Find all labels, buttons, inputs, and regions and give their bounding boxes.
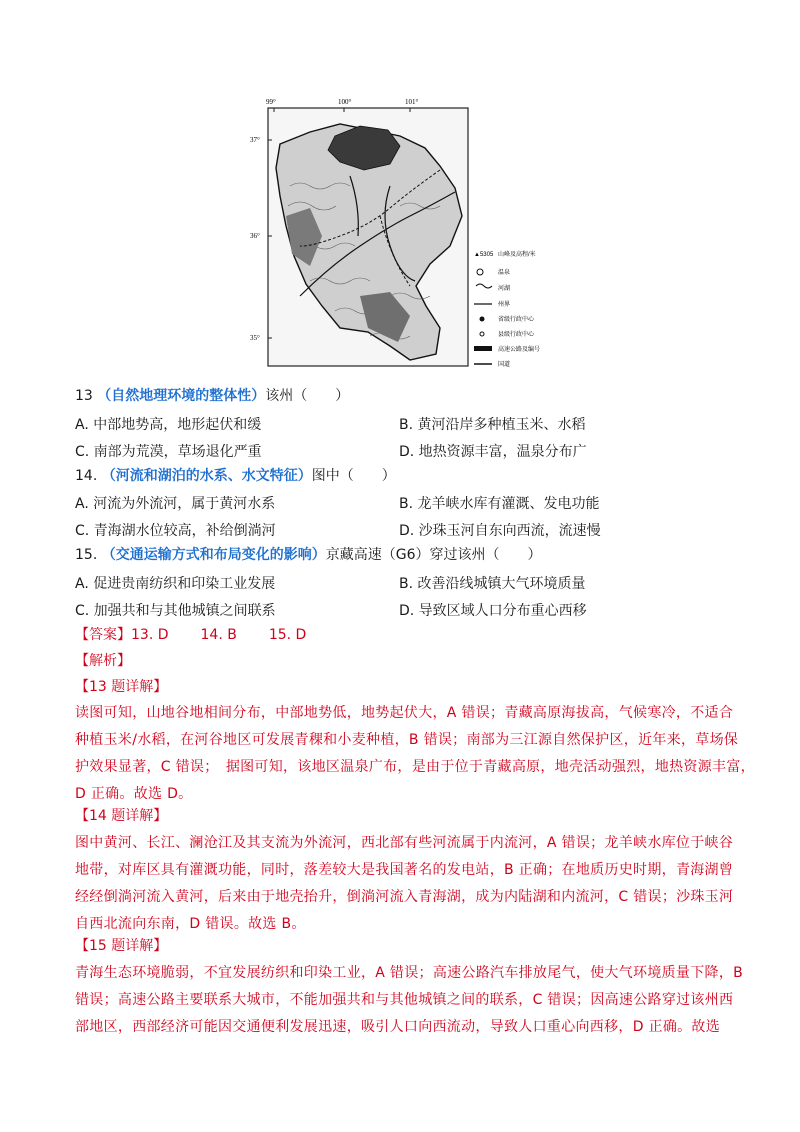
river-icon — [476, 284, 492, 288]
detail-line: 经经倒淌河流入黄河，后来由于地壳抬升，倒淌河流入青海湖，成为内陆湖和内流河，C 错误；沙珠玉河 — [75, 889, 734, 905]
legend-label: 河湖 — [498, 286, 511, 292]
detail-line: 青海生态环境脆弱，不宜发展纺织和印染工业，A 错误；高速公路汽车排放尾气，使大气环境质量下降，B — [75, 965, 744, 981]
option-d: D. 地热资源丰富，温泉分布广 — [399, 444, 587, 460]
question-topic: （交通运输方式和布局变化的影响） — [101, 547, 326, 563]
analysis-label: 【解析】 — [75, 653, 131, 669]
state-capital-icon — [480, 317, 485, 322]
option-c: C. 南部为荒漠，草场退化严重 — [75, 444, 262, 460]
answer-item: 15. D — [268, 627, 307, 643]
legend-peak-prefix: ▲5305 — [474, 252, 494, 258]
lat-label: 37° — [250, 136, 260, 144]
question-stem: 图中（ ） — [311, 468, 396, 484]
option-c: C. 青海湖水位较高，补给倒淌河 — [75, 523, 276, 539]
legend-label: 温泉 — [498, 270, 511, 276]
legend-label: 州界 — [498, 302, 511, 308]
legend-label: 省级行政中心 — [498, 317, 535, 323]
question-stem: 京藏高速（G6）穿过该州（ ） — [325, 547, 542, 563]
expressway-icon — [474, 346, 492, 351]
detail-15-heading: 【15 题详解】 — [75, 938, 168, 954]
answer-line — [75, 625, 306, 645]
lat-label: 36° — [250, 232, 260, 240]
question-stem: 该州（ ） — [265, 388, 350, 404]
option-a: A. 河流为外流河，属于黄河水系 — [75, 496, 276, 512]
detail-13-body — [75, 700, 755, 808]
question-number: 13 — [75, 388, 93, 404]
option-c: C. 加强共和与其他城镇之间联系 — [75, 603, 276, 619]
detail-line: 错误；高速公路主要联系大城市，不能加强共和与其他城镇之间的联系，C 错误；因高速公路穿过该州西 — [75, 992, 734, 1008]
lon-label: 100° — [338, 98, 352, 106]
detail-13-heading: 【13 题详解】 — [75, 679, 168, 695]
detail-line: 读图可知，山地谷地相间分布，中部地势低，地势起伏大，A 错误；青藏高原海拔高，气候寒冷，不适合 — [75, 705, 734, 721]
option-b: B. 龙羊峡水库有灌溉、发电功能 — [399, 496, 600, 512]
option-d: D. 沙珠玉河自东向西流，流速慢 — [399, 523, 601, 539]
legend-label: 县级行政中心 — [498, 332, 535, 338]
county-seat-icon — [480, 332, 484, 336]
detail-15-body — [75, 960, 744, 1041]
legend-label: 山峰及高程/米 — [498, 252, 536, 258]
question-13-stem — [75, 386, 349, 406]
detail-14-body — [75, 830, 734, 938]
option-a: A. 中部地势高，地形起伏和缓 — [75, 417, 262, 433]
detail-line: D 正确。故选 D。 — [75, 786, 193, 802]
detail-line: 图中黄河、长江、澜沧江及其支流为外流河，西北部有些河流属于内流河，A 错误；龙羊峡水库位于峡谷 — [75, 835, 734, 851]
option-d: D. 导致区域人口分布重心西移 — [399, 603, 587, 619]
detail-14-heading: 【14 题详解】 — [75, 808, 168, 824]
detail-line: 部地区，西部经济可能因交通便利发展迅速，吸引人口向西流动，导致人口重心向西移，D 正确。故选 — [75, 1019, 721, 1035]
legend-label: 高速公路及编号 — [498, 347, 541, 353]
map-figure — [240, 96, 570, 376]
answer-item: 14. B — [200, 627, 237, 643]
detail-line: 自西北流向东南，D 错误。故选 B。 — [75, 916, 306, 932]
question-topic: （河流和湖泊的水系、水文特征） — [101, 468, 312, 484]
hot-spring-icon — [477, 269, 483, 275]
question-14-stem — [75, 466, 396, 486]
legend-label: 国道 — [498, 362, 511, 368]
question-number: 15. — [75, 547, 98, 563]
detail-line: 护效果显著，C 错误； 据图可知，该地区温泉广布，是由于位于青藏高原，地壳活动强烈，地热资源丰富， — [75, 759, 755, 775]
option-a: A. 促进贵南纺织和印染工业发展 — [75, 576, 276, 592]
answer-label: 【答案】 — [75, 627, 131, 643]
option-b: B. 改善沿线城镇大气环境质量 — [399, 576, 586, 592]
lon-label: 99° — [266, 98, 276, 106]
answer-item: 13. D — [131, 627, 169, 643]
option-b: B. 黄河沿岸多种植玉米、水稻 — [399, 417, 586, 433]
detail-line: 种植玉米/水稻，在河谷地区可发展青稞和小麦种植，B 错误；南部为三江源自然保护区，近年来，草场保 — [75, 732, 739, 748]
question-15-stem — [75, 545, 541, 565]
lat-label: 35° — [250, 334, 260, 342]
question-topic: （自然地理环境的整体性） — [97, 388, 266, 404]
lon-label: 101° — [405, 98, 419, 106]
question-number: 14. — [75, 468, 98, 484]
detail-line: 地带，对库区具有灌溉功能，同时，落差较大是我国著名的发电站，B 正确；在地质历史时期，青海湖曾 — [75, 862, 734, 878]
